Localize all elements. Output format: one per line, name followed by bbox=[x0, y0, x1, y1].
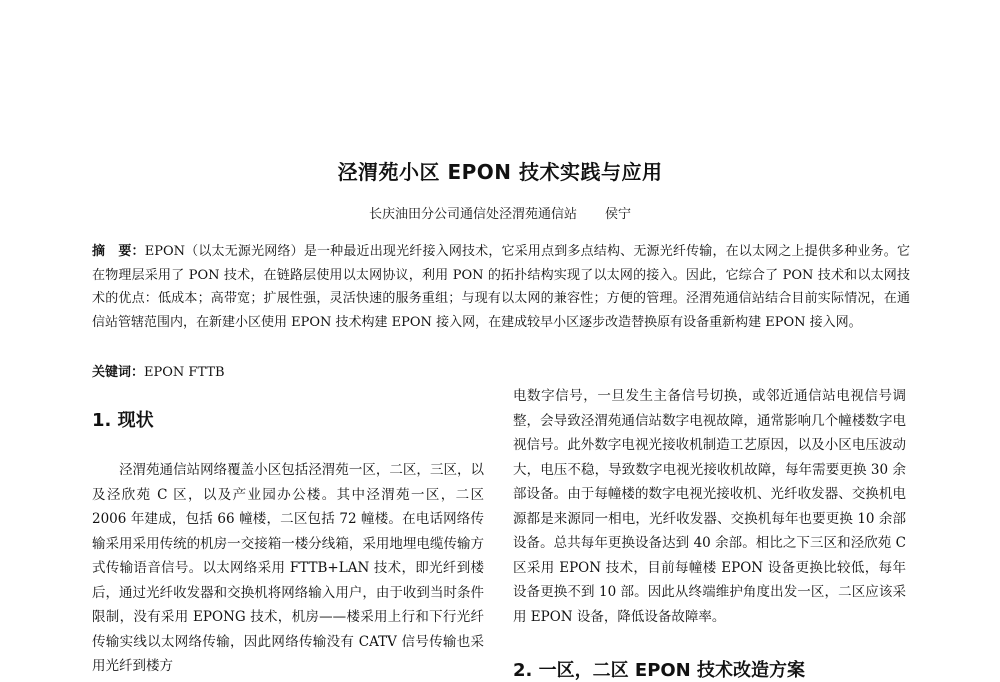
abstract-text: EPON（以太无源光网络）是一种最近出现光纤接入网技术，它采用点到多点结构、无源光纤传输，在以太网之上提供多种业务。它在物理层采用了 PON 技术，在链路层使用以太网协议，利用 PON 的拓扑结构实现了以太网的接入。因此，它综合了 PON 技术和以太网技术的优点：低成本；高带宽；扩展性强，灵活快速的服务重组；与现有以太网的兼容性；方便的管理。泾渭苑通信站结合目前实际情况，在通信站管辖范围内，在新建小区使用 EPON 技术构建 EPON 接入网，在建成较早小区逐步改造替换原有设备重新构建 EPON 接入网。 bbox=[92, 244, 910, 330]
section-heading-1: 1. 现状 bbox=[92, 410, 154, 431]
right-column bbox=[513, 384, 906, 629]
keywords-label: 关键词： bbox=[92, 365, 145, 380]
left-column bbox=[92, 398, 484, 679]
section1-paragraph: 泾渭苑通信站网络覆盖小区包括泾渭苑一区，二区，三区，以及泾欣苑 C 区，以及产业园办公楼。其中泾渭苑一区，二区 2006 年建成，包括 66 幢楼，二区包括 72 幢楼。在电话网络传输采用采用传统的机房一交接箱一楼分线箱，采用地埋电缆传输方式传输语音信号。以太网络采用 FTTB+LAN 技术，即光纤到楼后，通过光纤收发器和交换机将网络输入用户，由于收到当时条件限制，没有采用 EPONG 技术，机房——楼采用上行和下行光纤传输实线以太网络传输，因此网络传输没有 CATV 信号传输也采用光纤到楼方 bbox=[92, 462, 484, 674]
paper-title: 泾渭苑小区 EPON 技术实践与应用 bbox=[337, 160, 663, 184]
abstract-label: 摘 要： bbox=[92, 244, 145, 259]
keywords-text: EPON FTTB bbox=[144, 365, 225, 380]
author-name: 侯宁 bbox=[605, 207, 632, 222]
author-affiliation: 长庆油田分公司通信处泾渭苑通信站 bbox=[368, 207, 577, 222]
right-column-paragraph: 电数字信号，一旦发生主备信号切换，或邻近通信站电视信号调整，会导致泾渭苑通信站数字电视故障，通常影响几个幢楼数字电视信号。此外数字电视光接收机制造工艺原因，以及小区电压波动大，电压不稳，导致数字电视光接收机故障，每年需要更换 30 余部设备。由于每幢楼的数字电视光接收机、光纤收发器、交换机电源都是来源同一相电，光纤收发器、交换机每年也要更换 10 余部设备。总共每年更换设备达到 40 余部。相比之下三区和泾欣苑 C 区采用 EPON 技术，目前每幢楼 EPON 设备更换比较低，每年设备更换不到 10 部。因此从终端维护角度出发一区，二区应该采用 EPON 设备，降低设备故障率。 bbox=[513, 388, 906, 625]
author-line bbox=[0, 203, 1000, 222]
section-heading-2: 2. 一区，二区 EPON 技术改造方案 bbox=[513, 660, 806, 681]
keywords-line bbox=[92, 361, 225, 380]
abstract-block bbox=[92, 240, 910, 334]
